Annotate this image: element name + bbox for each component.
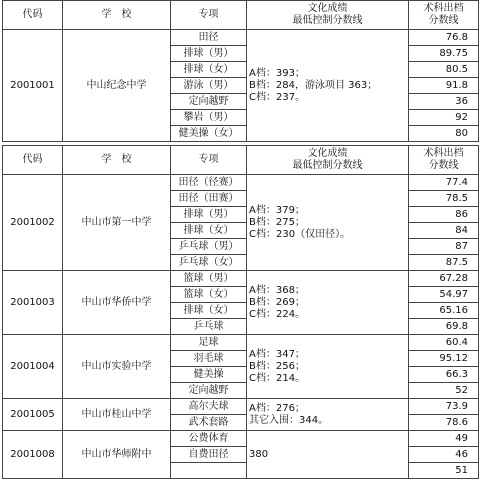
table-row [3, 399, 479, 415]
sport-score: 73.9 [409, 399, 479, 415]
header-school: 学 校 [63, 1, 171, 30]
header-event: 专项 [171, 146, 247, 175]
event-name: 篮球（男） [171, 271, 247, 287]
table-row [3, 271, 479, 287]
admission-cutoff-table [2, 0, 479, 479]
header-event: 专项 [171, 1, 247, 30]
table-row [3, 335, 479, 351]
event-name: 高尔夫球 [171, 399, 247, 415]
event-name: 定向越野 [171, 383, 247, 399]
sport-score: 36 [409, 94, 479, 110]
sport-score: 52 [409, 383, 479, 399]
event-name: 排球（女） [171, 62, 247, 78]
table-body [3, 1, 479, 479]
school-name: 中山市华侨中学 [63, 271, 171, 335]
sport-score: 66.3 [409, 367, 479, 383]
event-name: 乒乓球（女） [171, 255, 247, 271]
event-name: 排球（男） [171, 46, 247, 62]
sport-score: 84 [409, 223, 479, 239]
sport-score: 80.5 [409, 62, 479, 78]
sport-score: 95.12 [409, 351, 479, 367]
event-name: 篮球（女） [171, 287, 247, 303]
table-row [3, 431, 479, 447]
event-name: 乒乓球（男） [171, 239, 247, 255]
sport-score: 89.75 [409, 46, 479, 62]
sport-score: 65.16 [409, 303, 479, 319]
sport-score: 69.8 [409, 319, 479, 335]
sport-score: 80 [409, 126, 479, 142]
header-cutoff: 文化成绩 最低控制分数线 [247, 146, 409, 175]
header-row [3, 1, 479, 30]
culture-cutoff: A档：393； B档：284，游泳项目 363； C档：237。 [247, 30, 409, 142]
school-name: 中山市桂山中学 [63, 399, 171, 431]
event-name: 田径 [171, 30, 247, 46]
school-code: 2001003 [3, 271, 63, 335]
event-name [171, 463, 247, 479]
school-code: 2001002 [3, 175, 63, 271]
header-code: 代码 [3, 1, 63, 30]
event-name: 排球（女） [171, 223, 247, 239]
event-name: 排球（女） [171, 303, 247, 319]
header-school: 学 校 [63, 146, 171, 175]
event-name: 田径（径赛） [171, 175, 247, 191]
event-name: 攀岩（男） [171, 110, 247, 126]
sport-score: 51 [409, 463, 479, 479]
school-name: 中山市第一中学 [63, 175, 171, 271]
event-name: 健美操 [171, 367, 247, 383]
school-name: 中山纪念中学 [63, 30, 171, 142]
school-code: 2001008 [3, 431, 63, 479]
sport-score: 78.5 [409, 191, 479, 207]
header-score: 术科出档 分数线 [409, 1, 479, 30]
sport-score: 46 [409, 447, 479, 463]
event-name: 排球（男） [171, 207, 247, 223]
table-row [3, 175, 479, 191]
culture-cutoff: A档：368； B档：269； C档：224。 [247, 271, 409, 335]
sport-score: 77.4 [409, 175, 479, 191]
sport-score: 87.5 [409, 255, 479, 271]
event-name: 羽毛球 [171, 351, 247, 367]
event-name: 田径（田赛） [171, 191, 247, 207]
school-code: 2001004 [3, 335, 63, 399]
sport-score: 91.8 [409, 78, 479, 94]
event-name: 足球 [171, 335, 247, 351]
header-cutoff: 文化成绩 最低控制分数线 [247, 1, 409, 30]
culture-cutoff: 380 [247, 431, 409, 479]
event-name: 公费体育 [171, 431, 247, 447]
header-row [3, 146, 479, 175]
sport-score: 54.97 [409, 287, 479, 303]
school-name: 中山市华师附中 [63, 431, 171, 479]
event-name: 游泳（男） [171, 78, 247, 94]
header-score: 术科出档 分数线 [409, 146, 479, 175]
event-name: 乒乓球 [171, 319, 247, 335]
sport-score: 87 [409, 239, 479, 255]
sport-score: 60.4 [409, 335, 479, 351]
event-name: 定向越野 [171, 94, 247, 110]
header-code: 代码 [3, 146, 63, 175]
sport-score: 92 [409, 110, 479, 126]
sport-score: 67.28 [409, 271, 479, 287]
event-name: 健美操（女） [171, 126, 247, 142]
sport-score: 86 [409, 207, 479, 223]
culture-cutoff: A档：276； 其它入围：344。 [247, 399, 409, 431]
event-name: 武术套路 [171, 415, 247, 431]
culture-cutoff: A档：347； B档：256； C档：214。 [247, 335, 409, 399]
sport-score: 78.6 [409, 415, 479, 431]
school-code: 2001005 [3, 399, 63, 431]
event-name: 自费田径 [171, 447, 247, 463]
school-name: 中山市实验中学 [63, 335, 171, 399]
culture-cutoff: A档：379； B档：275； C档：230（仅田径）。 [247, 175, 409, 271]
sport-score: 76.8 [409, 30, 479, 46]
school-code: 2001001 [3, 30, 63, 142]
sport-score: 49 [409, 431, 479, 447]
table-row [3, 30, 479, 46]
